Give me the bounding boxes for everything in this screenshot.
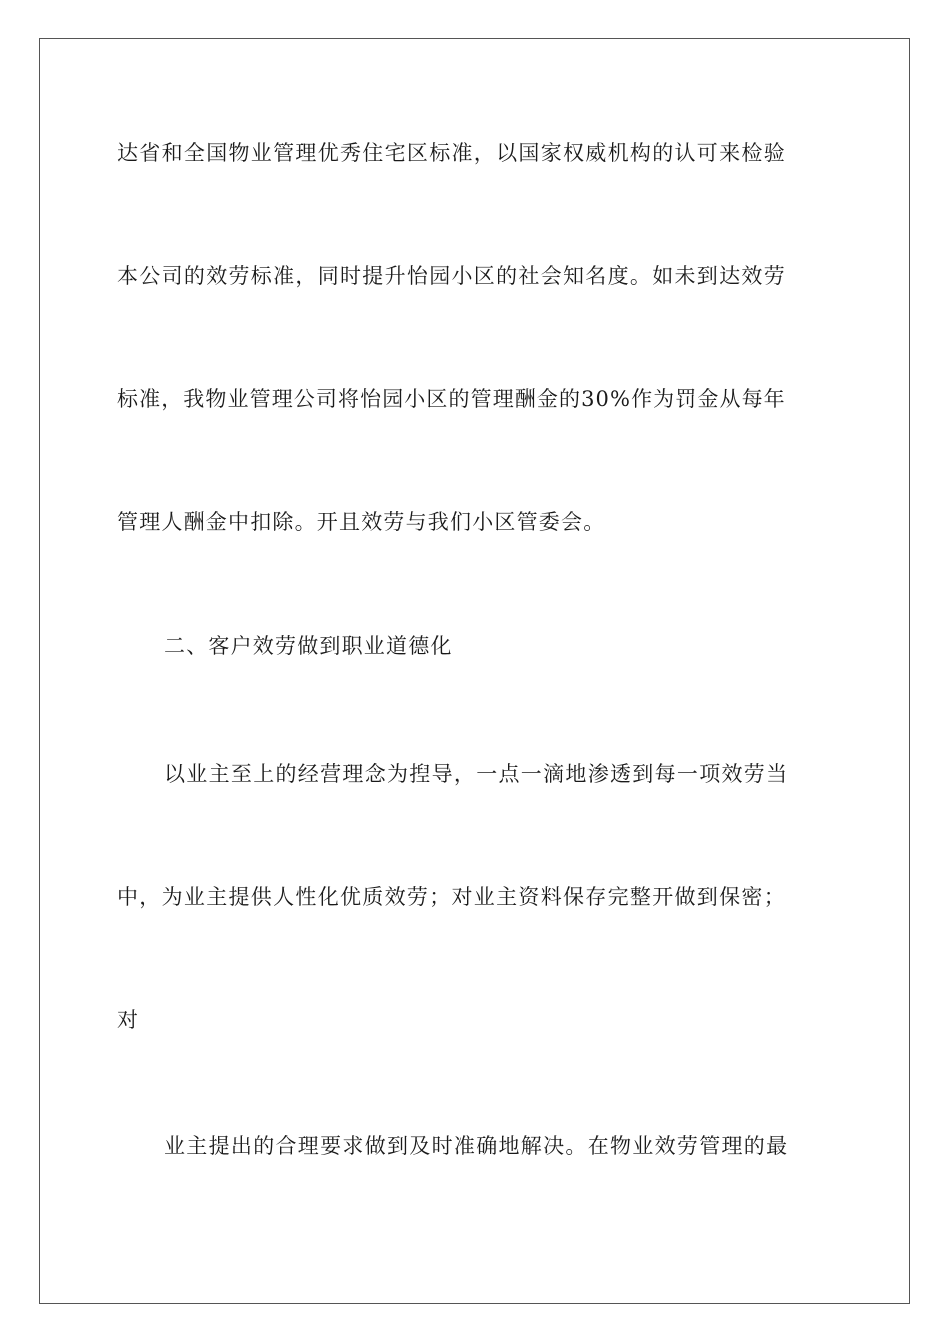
body-text-line: 对: [117, 1008, 140, 1032]
paragraph-first-line: 业主提出的合理要求做到及时准确地解决。在物业效劳管理的最: [164, 1134, 789, 1158]
body-text-line: 标准，我物业管理公司将怡园小区的管理酬金的30%作为罚金从每年: [117, 387, 786, 411]
section-heading: 二、客户效劳做到职业道德化: [164, 634, 453, 658]
body-text-line: 达省和全国物业管理优秀住宅区标准，以国家权威机构的认可来检验: [117, 141, 786, 165]
body-text-line: 本公司的效劳标准，同时提升怡园小区的社会知名度。如未到达效劳: [117, 264, 786, 288]
body-text-line: 中，为业主提供人性化优质效劳；对业主资料保存完整开做到保密；: [117, 885, 786, 909]
page-border: [39, 38, 910, 1304]
body-text-line: 管理人酬金中扣除。开且效劳与我们小区管委会。: [117, 510, 606, 534]
paragraph-first-line: 以业主至上的经营理念为揑导，一点一滴地渗透到每一项效劳当: [164, 762, 789, 786]
